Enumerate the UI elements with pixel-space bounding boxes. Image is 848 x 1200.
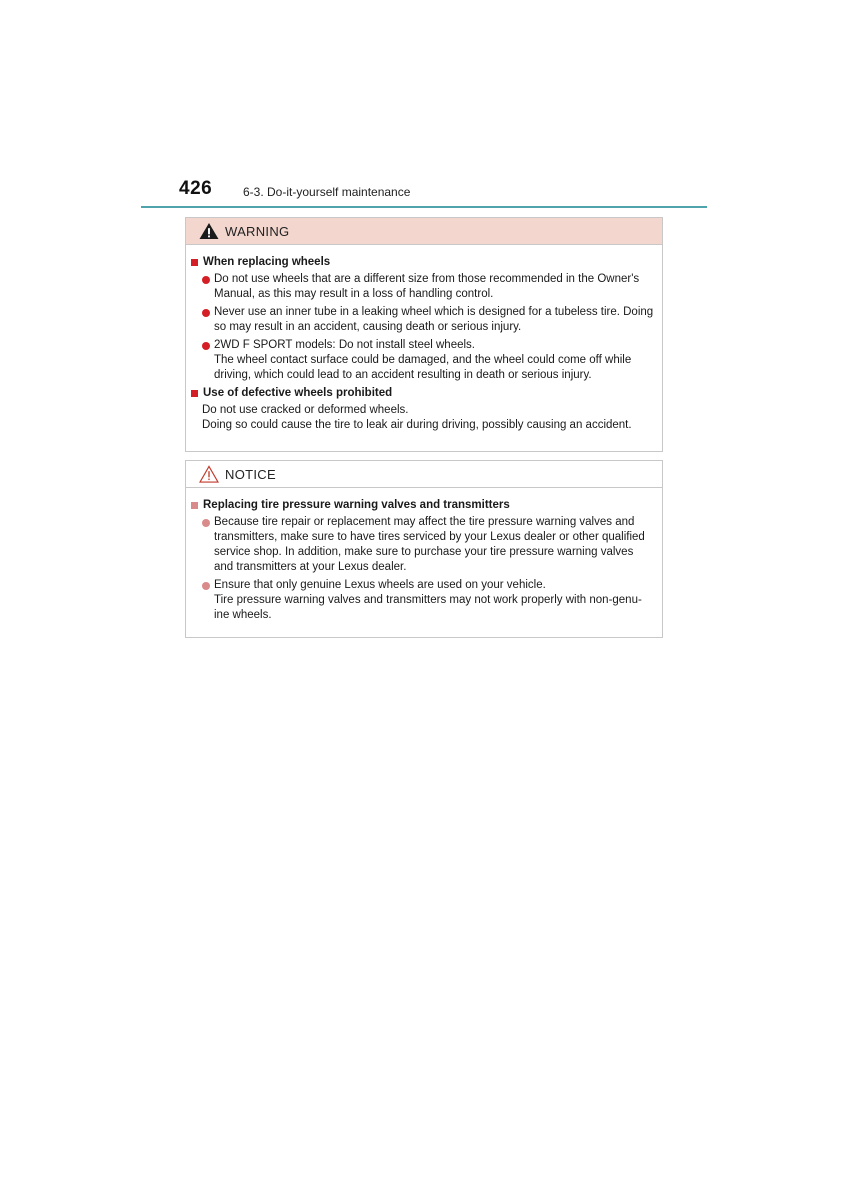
warning-label: WARNING	[225, 223, 290, 239]
square-bullet-icon	[191, 259, 198, 266]
list-item: Ensure that only genuine Lexus wheels are used on your vehicle. Tire pressure warning valves and transmitters may not work properly with non-genu- ine wheels.	[191, 578, 656, 623]
list-item: Never use an inner tube in a leaking wheel which is designed for a tubeless tire. Doing so may result in an accident, causing death or serious injury.	[191, 305, 656, 335]
caution-triangle-icon	[198, 465, 220, 483]
round-bullet-icon	[202, 519, 210, 527]
paragraph: Do not use cracked or deformed wheels. Doing so could cause the tire to leak air during driving, possibly causing an accident.	[202, 404, 632, 431]
notice-header	[186, 461, 662, 488]
topic-heading: Use of defective wheels prohibited	[191, 386, 656, 401]
warning-box	[185, 217, 663, 452]
round-bullet-icon	[202, 342, 210, 350]
page-number: 426	[179, 178, 213, 199]
warning-triangle-icon	[198, 222, 220, 240]
round-bullet-icon	[202, 582, 210, 590]
square-bullet-icon	[191, 390, 198, 397]
round-bullet-icon	[202, 309, 210, 317]
list-item: 2WD F SPORT models: Do not install steel wheels. The wheel contact surface could be damaged, and the wheel could come off while driving, which could lead to an accident resulting in death or serious injury.	[191, 338, 656, 383]
warning-header	[186, 218, 662, 245]
notice-label: NOTICE	[225, 466, 276, 482]
square-bullet-icon	[191, 502, 198, 509]
notice-body	[186, 488, 662, 623]
page-header	[141, 176, 707, 208]
topic-heading: Replacing tire pressure warning valves and transmitters	[191, 498, 656, 513]
warning-body	[186, 245, 662, 433]
topic-heading: When replacing wheels	[191, 255, 656, 270]
list-item: Because tire repair or replacement may affect the tire pressure warning valves and transmitters, make sure to have tires serviced by your Lexus dealer or other qualified service shop. In addition, make sure to purchase your tire pressure warning valves and transmitters at your Lexus dealer.	[191, 515, 656, 575]
section-title: 6-3. Do-it-yourself maintenance	[243, 185, 411, 199]
list-item: Do not use wheels that are a different size from those recommended in the Owner's Manual, as this may result in a loss of handling control.	[191, 272, 656, 302]
round-bullet-icon	[202, 276, 210, 284]
notice-box	[185, 460, 663, 638]
